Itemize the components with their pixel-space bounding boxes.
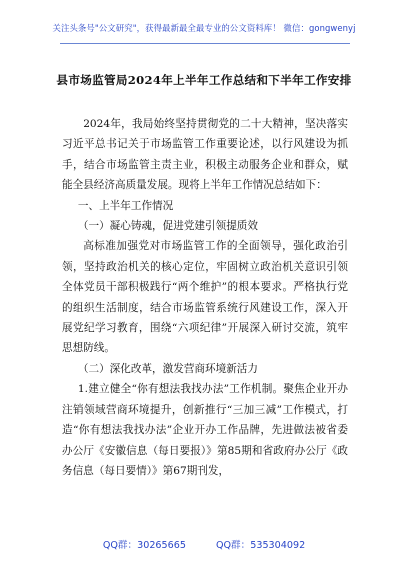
document-title: 县市场监管局2024年上半年工作总结和下半年工作安排 — [56, 73, 352, 87]
footer-qq-groups — [0, 537, 408, 551]
header-divider — [60, 43, 350, 44]
section-heading: 一、上半年工作情况 — [77, 199, 174, 212]
header-banner: 关注头条号"公文研究"，获得最新最全最专业的公文资料库！ 微信：gongwenyj — [52, 23, 356, 33]
footer-qq-left: QQ群：30265665 — [102, 540, 186, 551]
subsection-heading-2: （二）深化改革，激发营商环境新活力 — [77, 362, 258, 375]
document-body — [62, 114, 348, 481]
body-paragraph: 1.建立健全“你有想法我找办法”工作机制。聚焦企业开办注销领域营商环境提升，创新推行“三加三减”工作模式，打造“你有想法我找办法”企业开办工作品牌，先进做法被省委办公厅《安徽信息（每日要报）》第85期和省政府办公厅《政务信息（每日要情）》第67期刊发， — [62, 383, 348, 477]
intro-paragraph: 2024年，我局始终坚持贯彻党的二十大精神，坚决落实习近平总书记关于市场监管工作重要论述，以行风建设为抓手，结合市场监管主责主业，积极主动服务企业和群众，赋能全县经济高质量发展。现将上半年工作情况总结如下： — [62, 118, 348, 192]
body-paragraph: 高标准加强党对市场监管工作的全面领导，强化政治引领，坚持政治机关的核心定位，牢固树立政治机关意识引领全体党员干部积极践行“两个维护”的根本要求。严格执行党的组织生活制度，结合市场监管系统行风建设工作，深入开展党纪学习教育，围绕“六项纪律”开展深入研讨交流，筑牢思想防线。 — [62, 240, 348, 355]
footer-qq-right: QQ群：535304092 — [215, 540, 306, 551]
subsection-heading-1: （一）凝心铸魂，促进党建引领提质效 — [77, 220, 258, 233]
